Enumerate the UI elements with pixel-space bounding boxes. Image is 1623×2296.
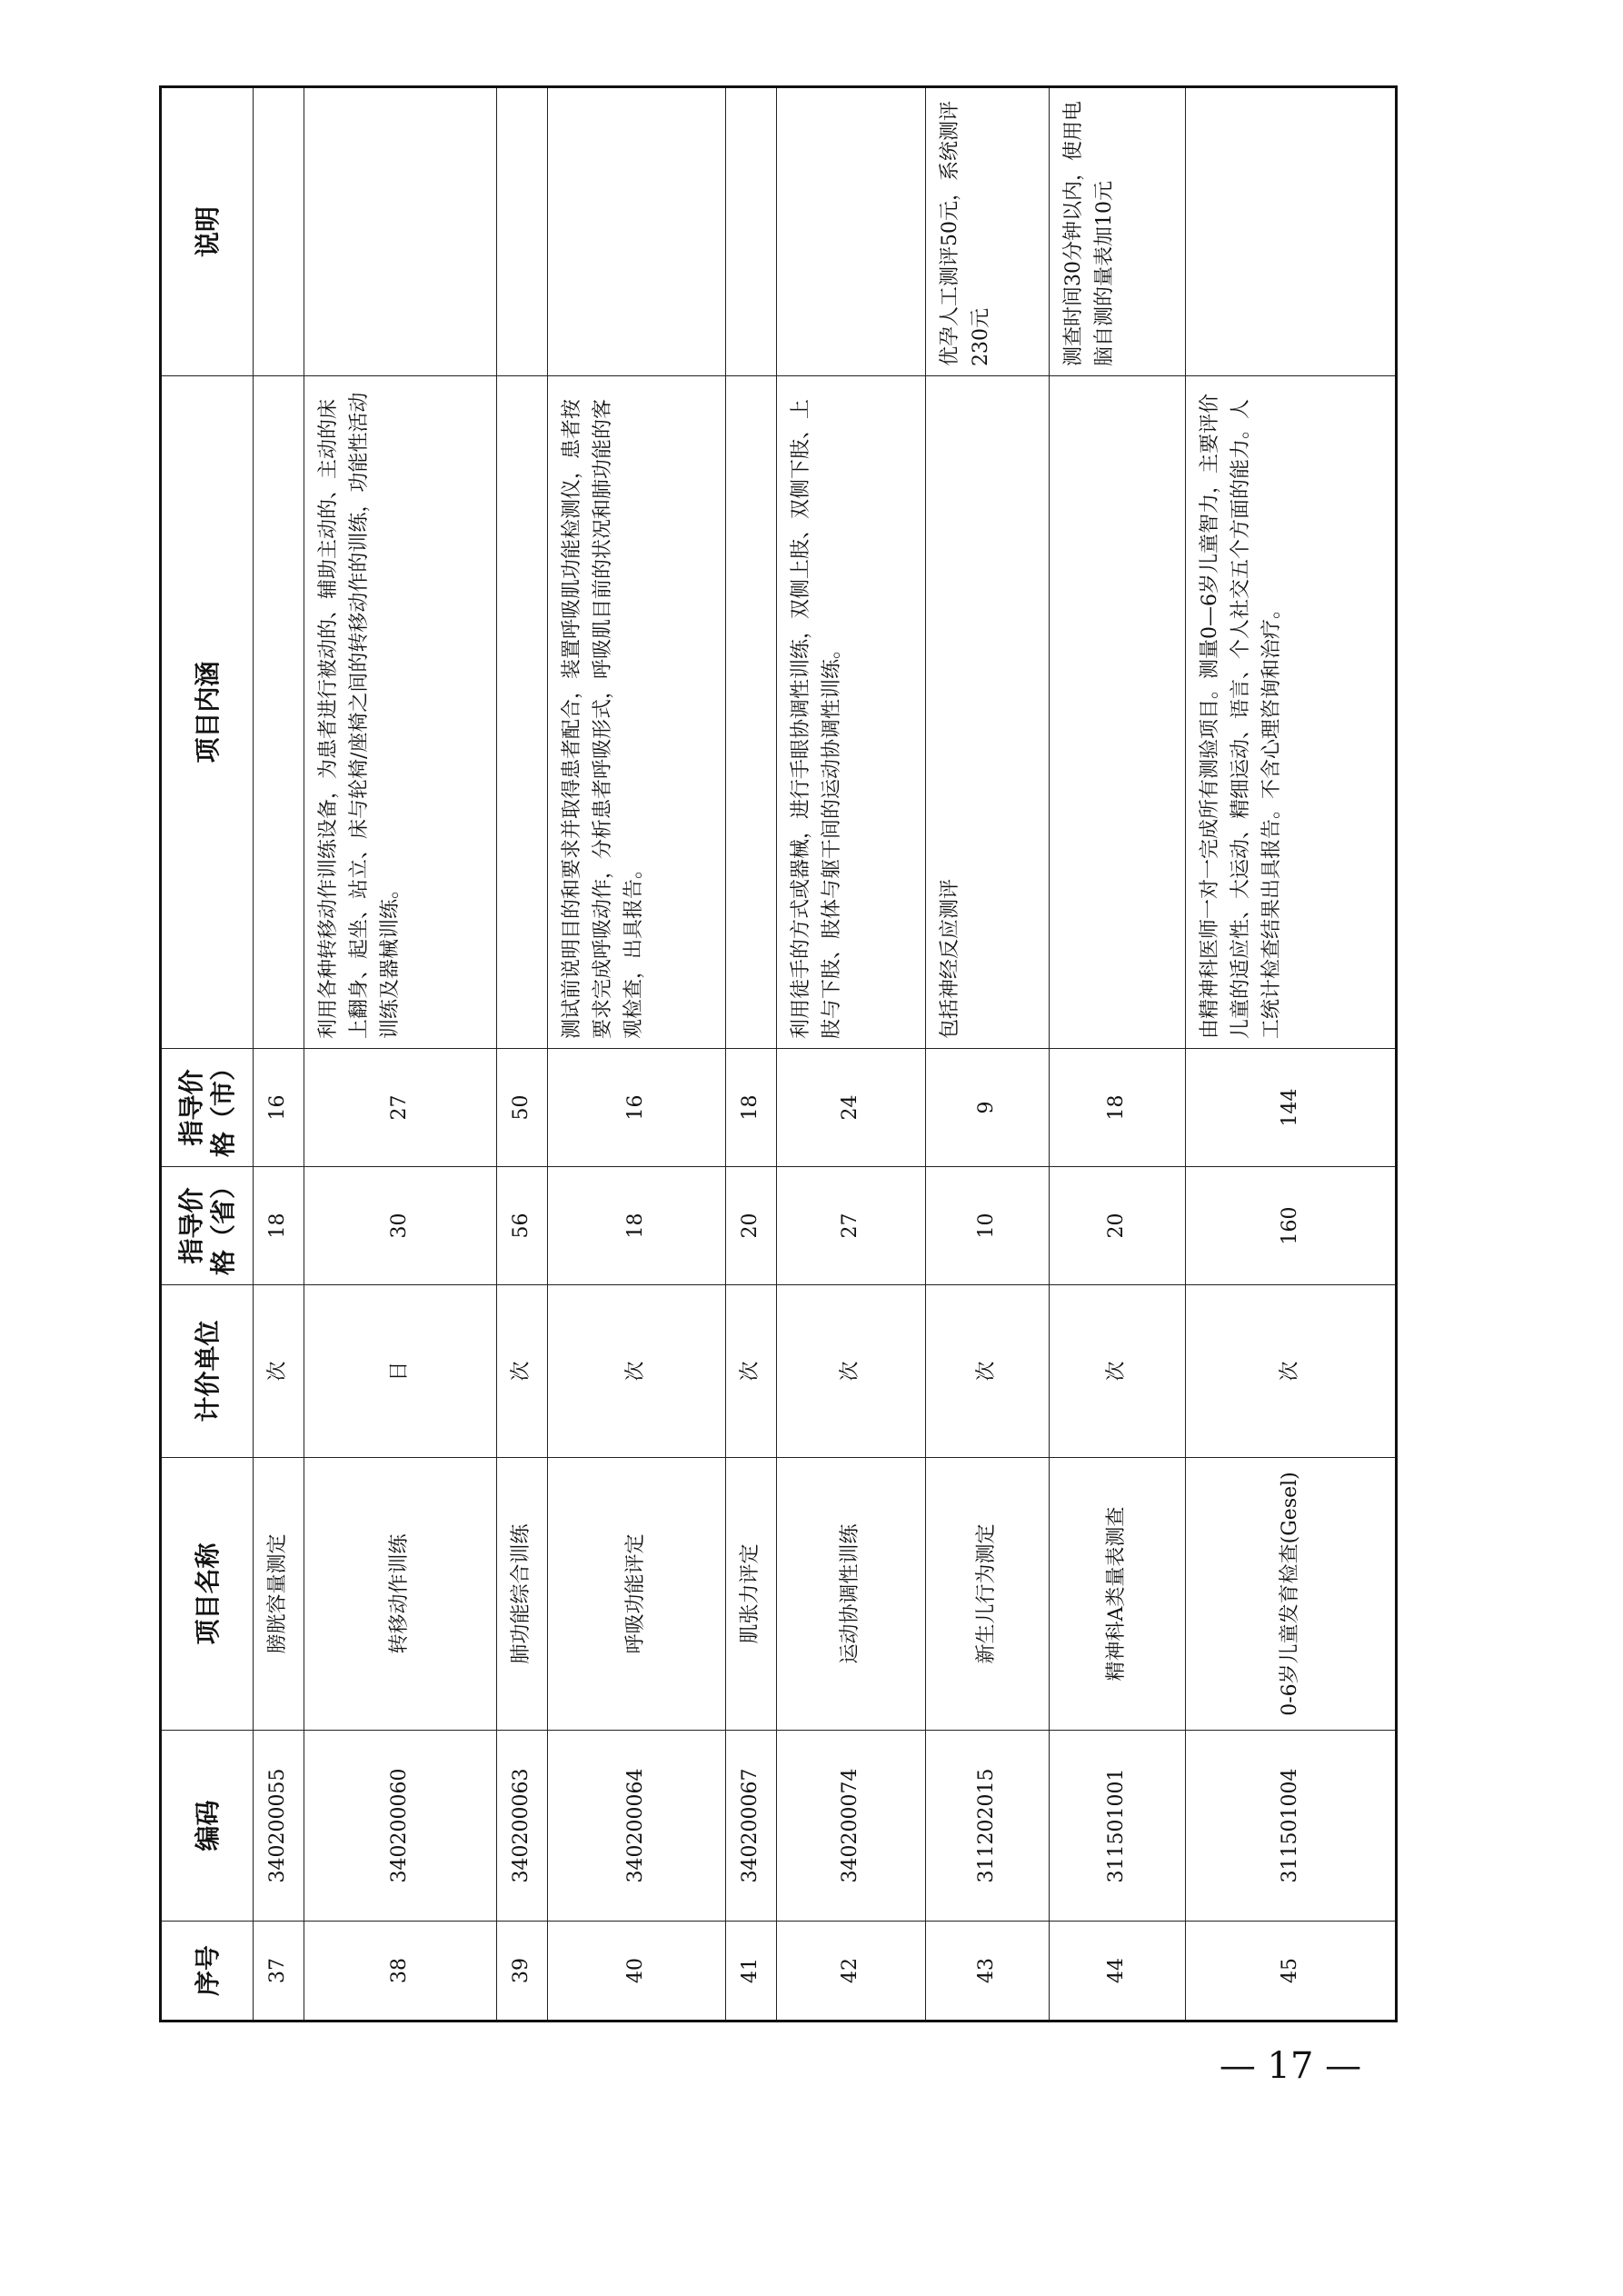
cell-code: 340200074: [777, 1731, 926, 1922]
cell-seq: 45: [1186, 1922, 1397, 2021]
cell-name: 新生儿行为测定: [926, 1458, 1050, 1731]
cell-price-prov: 18: [254, 1167, 304, 1285]
cell-name: 肺功能综合训练: [497, 1458, 548, 1731]
cell-code: 311202015: [926, 1731, 1050, 1922]
cell-price-prov: 30: [304, 1167, 497, 1285]
cell-seq: 44: [1050, 1922, 1186, 2021]
table-row: [1186, 87, 1397, 2021]
table-row: [497, 87, 548, 2021]
cell-code: 340200063: [497, 1731, 548, 1922]
cell-name: 转移动作训练: [304, 1458, 497, 1731]
table-row: [726, 87, 777, 2021]
cell-price-prov: 160: [1186, 1167, 1397, 1285]
cell-price-city: 16: [548, 1049, 726, 1167]
cell-code: 340200064: [548, 1731, 726, 1922]
table-row: [1050, 87, 1186, 2021]
cell-name: 膀胱容量测定: [254, 1458, 304, 1731]
header-unit: 计价单位: [161, 1285, 254, 1458]
header-code: 编码: [161, 1731, 254, 1922]
cell-price-prov: 18: [548, 1167, 726, 1285]
cell-price-prov: 56: [497, 1167, 548, 1285]
cell-note: 优孕人工测评50元，系统测评230元: [926, 87, 1050, 376]
cell-name: 呼吸功能评定: [548, 1458, 726, 1731]
cell-price-city: 9: [926, 1049, 1050, 1167]
cell-price-city: 18: [1050, 1049, 1186, 1167]
cell-seq: 43: [926, 1922, 1050, 2021]
cell-code: 340200055: [254, 1731, 304, 1922]
price-table-rotated: [159, 88, 1395, 2022]
header-name: 项目名称: [161, 1458, 254, 1731]
table-row: [304, 87, 497, 2021]
cell-unit: 日: [304, 1285, 497, 1458]
cell-unit: 次: [926, 1285, 1050, 1458]
table-row: [548, 87, 726, 2021]
cell-content: 测试前说明目的和要求并取得患者配合，装置呼吸肌功能检测仪，患者按要求完成呼吸动作，分析患者呼吸形式，呼吸肌目前的状况和肺功能的客观检查，出具报告。: [548, 376, 726, 1049]
cell-note: [254, 87, 304, 376]
table-header-row: [161, 87, 254, 2021]
cell-unit: 次: [726, 1285, 777, 1458]
cell-price-city: 16: [254, 1049, 304, 1167]
cell-content: 利用各种转移动作训练设备，为患者进行被动的、辅助主动的、主动的床上翻身、起坐、站立、床与轮椅/座椅之间的转移动作的训练，功能性活动训练及器械训练。: [304, 376, 497, 1049]
cell-price-prov: 27: [777, 1167, 926, 1285]
cell-seq: 40: [548, 1922, 726, 2021]
cell-seq: 38: [304, 1922, 497, 2021]
cell-note: [777, 87, 926, 376]
header-note: 说明: [161, 87, 254, 376]
cell-name: 0-6岁儿童发育检查(Gesel): [1186, 1458, 1397, 1731]
cell-unit: 次: [1186, 1285, 1397, 1458]
cell-name: 精神科A类量表测查: [1050, 1458, 1186, 1731]
cell-content: [726, 376, 777, 1049]
cell-name: 肌张力评定: [726, 1458, 777, 1731]
table-row: [777, 87, 926, 2021]
cell-price-city: 18: [726, 1049, 777, 1167]
cell-note: 测查时间30分钟以内，使用电脑自测的量表加10元: [1050, 87, 1186, 376]
cell-content: [497, 376, 548, 1049]
cell-unit: 次: [777, 1285, 926, 1458]
cell-seq: 37: [254, 1922, 304, 2021]
cell-seq: 42: [777, 1922, 926, 2021]
header-price-city: 指导价格（市）: [161, 1049, 254, 1167]
cell-price-city: 27: [304, 1049, 497, 1167]
price-table: [159, 85, 1398, 2022]
cell-note: [304, 87, 497, 376]
cell-note: [726, 87, 777, 376]
cell-content: [1050, 376, 1186, 1049]
table-row: [926, 87, 1050, 2021]
cell-unit: 次: [254, 1285, 304, 1458]
cell-seq: 39: [497, 1922, 548, 2021]
cell-content: 由精神科医师一对一完成所有测验项目。测量0—6岁儿童智力，主要评价儿童的适应性、大运动、精细运动、语言、个人社交五个方面的能力。人工统计检查结果出具报告。不含心理咨询和治疗。: [1186, 376, 1397, 1049]
cell-note: [548, 87, 726, 376]
cell-code: 311501004: [1186, 1731, 1397, 1922]
cell-code: 311501001: [1050, 1731, 1186, 1922]
cell-unit: 次: [548, 1285, 726, 1458]
cell-content: [254, 376, 304, 1049]
cell-unit: 次: [1050, 1285, 1186, 1458]
cell-note: [497, 87, 548, 376]
cell-price-prov: 20: [726, 1167, 777, 1285]
header-seq: 序号: [161, 1922, 254, 2021]
cell-price-city: 24: [777, 1049, 926, 1167]
cell-seq: 41: [726, 1922, 777, 2021]
header-content: 项目内涵: [161, 376, 254, 1049]
cell-code: 340200067: [726, 1731, 777, 1922]
cell-content: 包括神经反应测评: [926, 376, 1050, 1049]
cell-unit: 次: [497, 1285, 548, 1458]
header-price-prov: 指导价格（省）: [161, 1167, 254, 1285]
cell-price-city: 50: [497, 1049, 548, 1167]
cell-note: [1186, 87, 1397, 376]
cell-price-prov: 20: [1050, 1167, 1186, 1285]
cell-code: 340200060: [304, 1731, 497, 1922]
cell-price-prov: 10: [926, 1167, 1050, 1285]
table-row: [254, 87, 304, 2021]
cell-name: 运动协调性训练: [777, 1458, 926, 1731]
cell-content: 利用徒手的方式或器械，进行手眼协调性训练，双侧上肢、双侧下肢、上肢与下肢、肢体与躯干间的运动协调性训练。: [777, 376, 926, 1049]
page-number: — 17 —: [1219, 2045, 1362, 2087]
cell-price-city: 144: [1186, 1049, 1397, 1167]
